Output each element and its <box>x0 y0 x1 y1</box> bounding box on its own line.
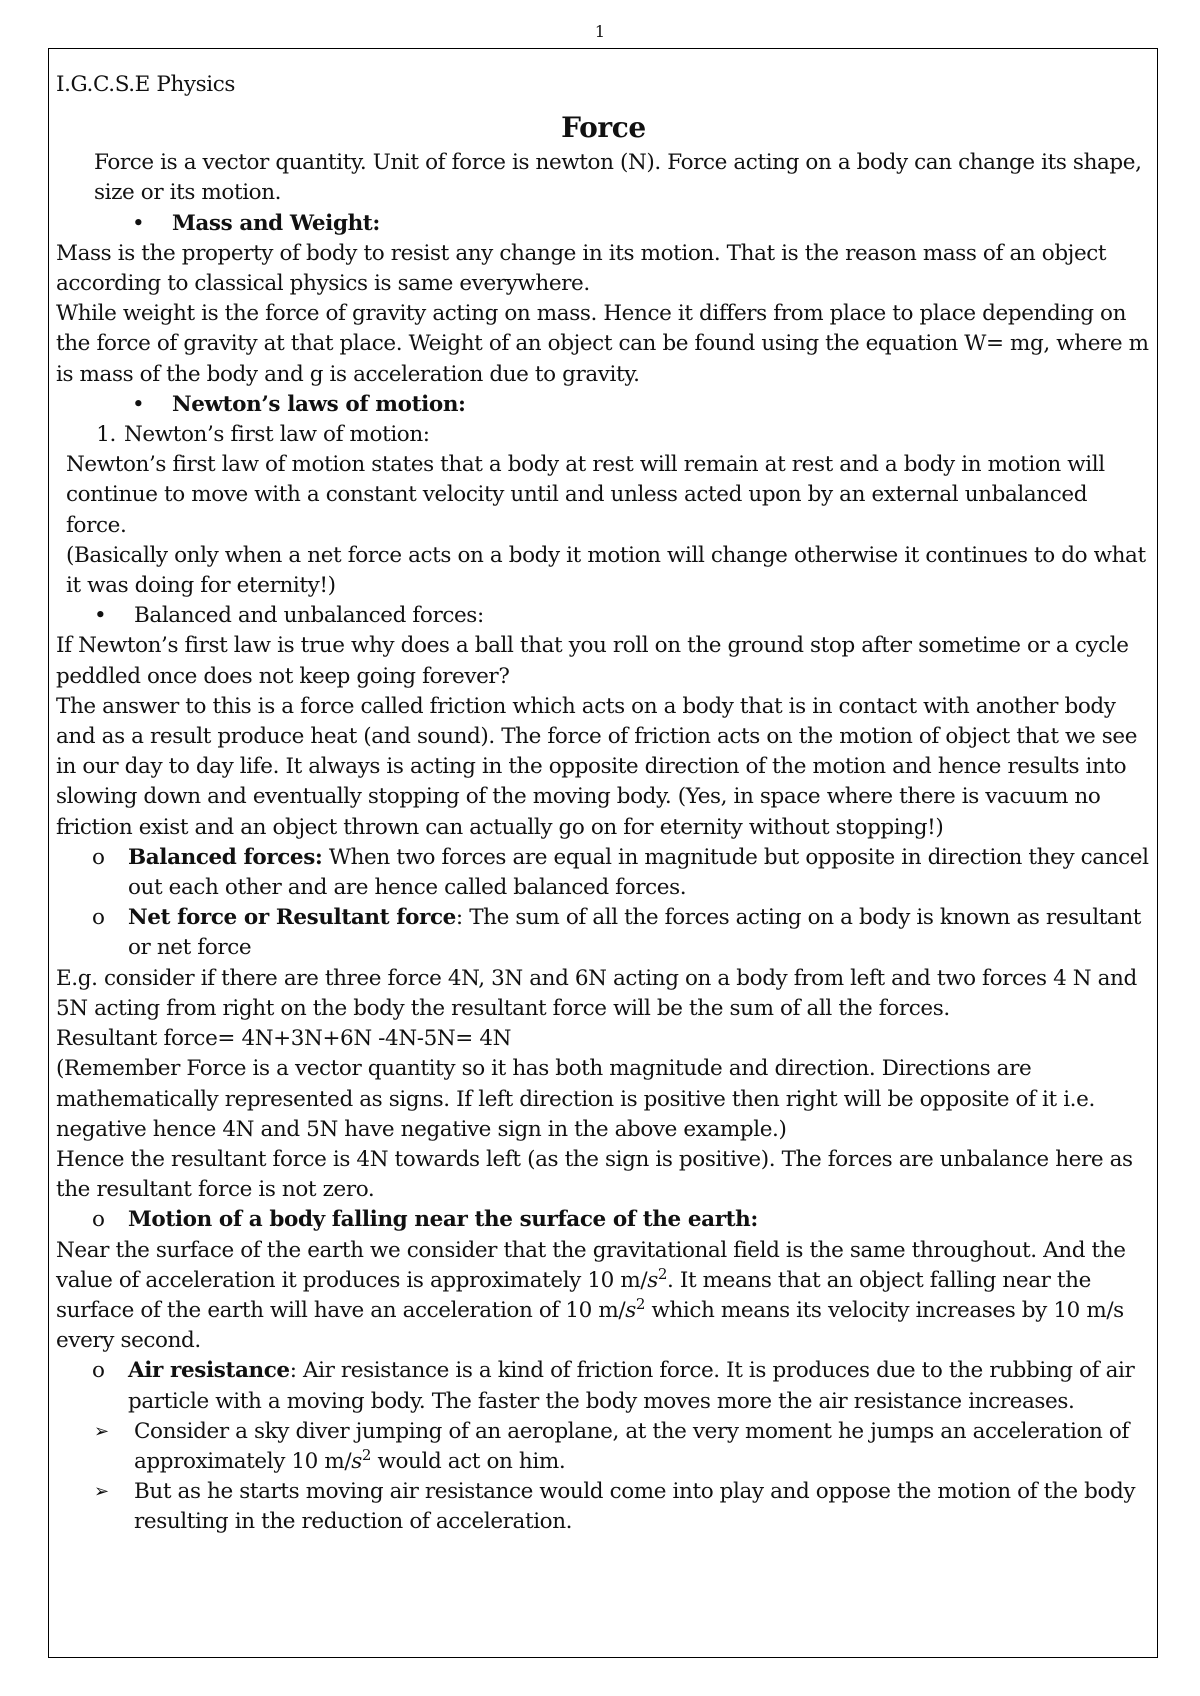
friction-answer: The answer to this is a force called friction which acts on a body that is in contact with another body and as a result produce heat (and sound). The force of friction acts on the motion of object that we see in our day to day life. It always is acting in the opposite direction of the motion and hence results into slowing down and eventually stopping of the moving body. (Yes, in space where there is vacuum no friction exist and an object thrown can actually go on for eternity without stopping!) <box>56 693 1138 840</box>
math-symbol: s <box>351 1448 362 1474</box>
section-heading: Motion of a body falling near the surface of the earth: <box>128 1207 758 1233</box>
exponent: 2 <box>657 1264 668 1283</box>
weight-paragraph: While weight is the force of gravity acting on mass. Hence it differs from place to place depending on the force of gravity at that place. Weight of an object can be found using the equation W= mg, where m is mass of the body and g is acceleration due to gravity. <box>56 301 1149 387</box>
text-run: which means its velocity increases by 10 m/s every second. <box>56 1297 1124 1354</box>
list-item-label: Newton’s first law of motion: <box>124 422 430 448</box>
section-heading: Newton’s laws of motion: <box>172 391 466 417</box>
net-force-item <box>56 903 1151 963</box>
exponent: 2 <box>361 1445 372 1464</box>
text-run: Near the surface of the earth we consider that the gravitational field is the same throughout. And the value of acceleration it produces is approximately 10 m/ <box>56 1237 1126 1293</box>
list-item-text <box>128 843 1151 903</box>
list-item-text <box>134 1417 1151 1477</box>
first-law-paragraph: Newton’s first law of motion states that a body at rest will remain at rest and a body in motion will continue to move with a constant velocity until and unless acted upon by an external unbalanced force. <box>66 452 1105 538</box>
term-definition: : The sum of all the forces acting on a body is known as resultant or net force <box>128 905 1142 961</box>
list-item-text: But as he starts moving air resistance would come into play and oppose the motion of the body resulting in the reduction of acceleration. <box>134 1479 1136 1535</box>
resultant-equation: Resultant force= 4N+3N+6N -4N-5N= 4N <box>56 1026 512 1052</box>
air-resistance-item <box>56 1356 1151 1416</box>
list-item-text <box>128 903 1151 963</box>
falling-heading <box>56 1205 1151 1235</box>
text-run: . It means that an object falling near the surface of the earth will have an acceleration of 10 m/ <box>56 1267 1091 1323</box>
term-label: Balanced forces: <box>128 844 323 870</box>
air-resistance-effect-item <box>56 1477 1151 1537</box>
arrow-bullet-icon: ➢ <box>94 1481 109 1503</box>
term-definition: When two forces are equal in magnitude but opposite in direction they cancel out each other and are hence called balanced forces. <box>128 844 1149 901</box>
mass-weight-heading <box>56 209 1151 239</box>
exponent: 2 <box>635 1294 646 1313</box>
falling-paragraph <box>56 1236 1151 1357</box>
vector-note: (Remember Force is a vector quantity so it has both magnitude and direction. Directions are mathematically represented as signs. If left direction is positive then right will be opposite of it i.e. negative hence 4N and 5N have negative sign in the above example.) <box>56 1056 1095 1142</box>
math-symbol: s <box>625 1297 636 1323</box>
bullet-icon: • <box>132 391 145 417</box>
text-run: Consider a sky diver jumping of an aeroplane, at the very moment he jumps an acceleration of approximately 10 m/ <box>134 1418 1129 1474</box>
section-heading: Balanced and unbalanced forces: <box>134 603 484 629</box>
intro-paragraph: Force is a vector quantity. Unit of force is newton (N). Force acting on a body can change its shape, size or its motion. <box>94 150 1142 206</box>
list-number: 1. <box>96 422 116 448</box>
circle-bullet-icon: o <box>92 905 105 931</box>
first-law-note: (Basically only when a net force acts on a body it motion will change otherwise it continues to do what it was doing for eternity!) <box>66 542 1146 599</box>
course-label: I.G.C.S.E Physics <box>56 72 236 97</box>
mass-paragraph: Mass is the property of body to resist any change in its motion. That is the reason mass of an object according to classical physics is same everywhere. <box>56 240 1107 297</box>
term-label: Air resistance <box>128 1358 290 1384</box>
example-paragraph: E.g. consider if there are three force 4N, 3N and 6N acting on a body from left and two forces 4 N and 5N acting from right on the body the resultant force will be the sum of all the forces. <box>56 965 1137 1021</box>
circle-bullet-icon: o <box>92 1358 105 1384</box>
friction-question: If Newton’s first law is true why does a ball that you roll on the ground stop after sometime or a cycle peddled once does not keep going forever? <box>56 633 1129 689</box>
document-body <box>56 70 1151 1538</box>
list-item-text <box>128 1356 1151 1416</box>
page-number: 1 <box>594 22 606 41</box>
first-law-item <box>56 420 1151 450</box>
math-symbol: s <box>647 1267 658 1293</box>
balanced-forces-item <box>56 843 1151 903</box>
circle-bullet-icon: o <box>92 1207 105 1233</box>
conclusion-paragraph: Hence the resultant force is 4N towards left (as the sign is positive). The forces are unbalance here as the resultant force is not zero. <box>56 1146 1133 1203</box>
bullet-icon: • <box>94 603 107 629</box>
text-run: would act on him. <box>371 1448 566 1474</box>
balanced-heading <box>56 601 1151 631</box>
skydiver-item <box>56 1417 1151 1477</box>
newton-heading <box>56 390 1151 420</box>
term-label: Net force or Resultant force <box>128 905 456 931</box>
page-title: Force <box>561 111 646 145</box>
term-definition: : Air resistance is a kind of friction force. It is produces due to the rubbing of air particle with a moving body. The faster the body moves more the air resistance increases. <box>128 1358 1135 1414</box>
circle-bullet-icon: o <box>92 844 105 870</box>
section-heading: Mass and Weight: <box>172 210 380 236</box>
arrow-bullet-icon: ➢ <box>94 1420 109 1442</box>
bullet-icon: • <box>132 210 145 236</box>
